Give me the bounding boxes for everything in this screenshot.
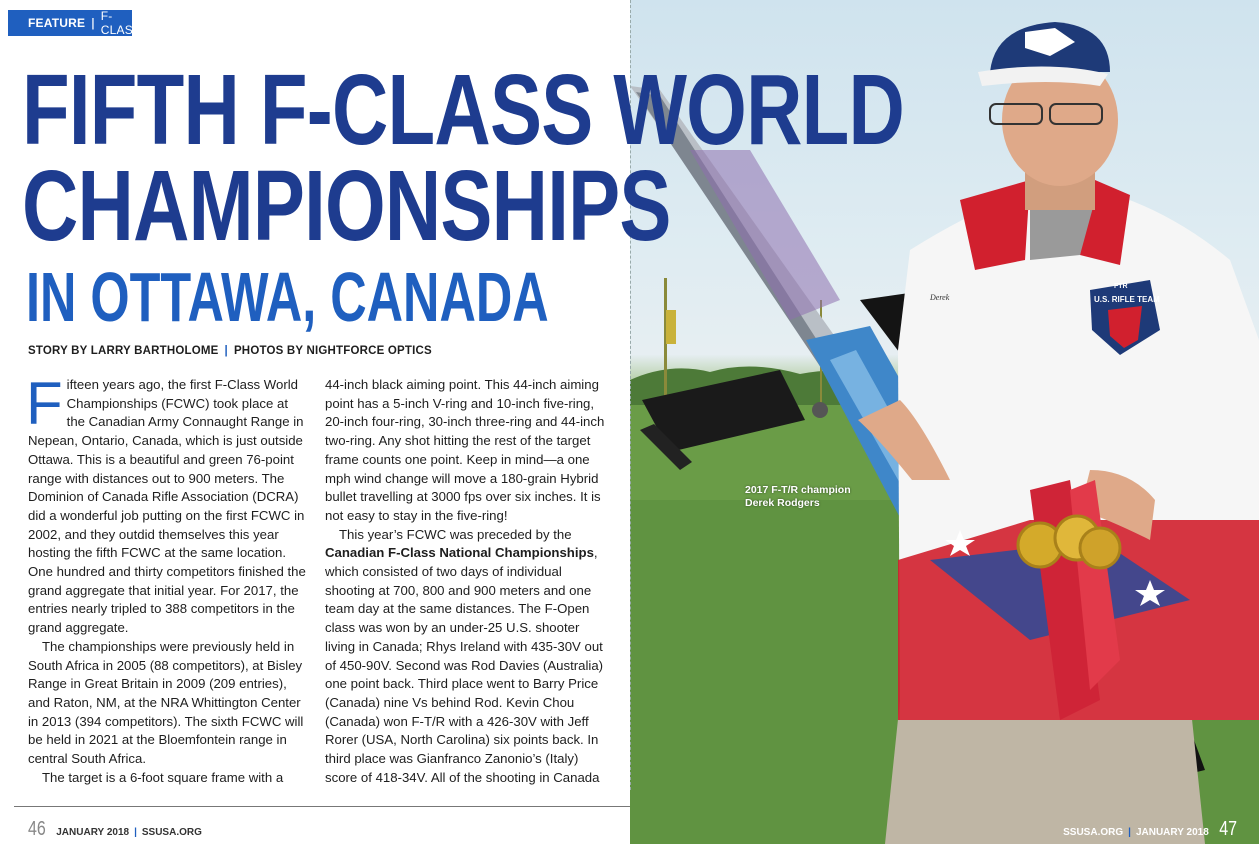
- page-number-right: 47: [1218, 818, 1237, 840]
- paragraph-text: This year’s FCWC was preceded by the: [339, 526, 572, 542]
- headline-line-1: FIFTH F-CLASS WORLD: [22, 54, 905, 166]
- footer-separator: |: [134, 827, 137, 838]
- caption-line-1: 2017 F-T/R champion: [745, 484, 851, 496]
- paragraph-text: , which consisted of two days of individual shooting at 700, 800 and 900 meters and one team day at the same distances. The F-Open class was won by an under-25 U.S. shooter living in Canada; Rhys Ireland with 435-30V out of 450-90V. Second was Rod Davies (Australia) one point back. Third place went to Barry Price (Canada) nine Vs behind Rod. Kevin Chou (Canada) won F-T/R with a 426-30V with Jeff Rorer (USA, North Carolina) six points back. In third place was Gianfranco Zanonio’s (Italy) score of 418-34V. All of the shooting in Canada: [325, 545, 604, 785]
- headline-line-2: CHAMPIONSHIPS: [22, 150, 671, 262]
- drop-cap: F: [26, 370, 63, 437]
- patch-top-text: FTR: [1114, 283, 1128, 290]
- footer-separator: |: [1128, 827, 1131, 838]
- photo-caption: [745, 484, 885, 510]
- byline-story: STORY BY LARRY BARTHOLOME: [28, 345, 219, 357]
- caption-line-2: Derek Rodgers: [745, 497, 820, 509]
- gold-medal-3: [1080, 528, 1120, 568]
- bold-event-name: Canadian F-Class National Championships: [325, 545, 594, 561]
- paragraph: [325, 526, 605, 788]
- paragraph-text: ifteen years ago, the first F-Class World Championships (FCWC) took place at the Canadian Army Connaught Range in Nepean, Ontario, Canada, which is just outside Ottawa. This is a beautiful and green 76-point range with distances out to 900 meters. The Dominion of Canada Rifle Association (DCRA) did a wonderful job putting on the first FCWC in 2002, and they outdid themselves this year hosting the fifth FCWC at the same location. One hundred and thirty competitors finished the grand aggregate that initial year. For 2017, the entries nearly tripled to 388 competitors in the grand aggregate.: [28, 377, 306, 636]
- name-tag: Derek: [930, 293, 950, 302]
- wind-flag: [666, 310, 676, 344]
- section-tag: [8, 9, 142, 37]
- article-column-2: [325, 376, 605, 787]
- footer-right: [1063, 818, 1239, 841]
- subheadline: IN OTTAWA, CANADA: [26, 258, 549, 336]
- byline: [28, 345, 432, 357]
- paragraph: 44-inch black aiming point. This 44-inch aiming point has a 5-inch V-ring and 10-inch five-ring, 20-inch four-ring, 30-inch three-ring and 44-inch two-ring. Any shot hitting the rest of the target frame counts one point. Keep in mind—a one mph wind change will move a 180-grain Hybrid bullet travelling at 3000 fps over six inches. It is not easy to stay in the five-ring!: [325, 377, 605, 523]
- headline: [22, 54, 905, 262]
- byline-separator: |: [224, 345, 228, 357]
- section-tag-primary: FEATURE: [28, 16, 86, 30]
- article-column-1: [26, 370, 308, 787]
- section-tag-separator: |: [91, 16, 95, 30]
- paragraph: [26, 370, 308, 638]
- footer-site-right: SSUSA.ORG: [1063, 827, 1124, 838]
- footer-date-left: JANUARY 2018: [56, 827, 130, 838]
- byline-photos: PHOTOS BY NIGHTFORCE OPTICS: [233, 345, 432, 357]
- footer-left: [28, 818, 202, 841]
- footer-rule: [14, 806, 630, 807]
- paragraph: The championships were previously held in South Africa in 2005 (88 competitors), at Bisley Range in Great Britain in 2009 (209 entries), and Raton, NM, at the NRA Whittington Center in 2013 (394 competitors). The sixth FCWC will be held in 2021 at the Bloemfontein range in central South Africa.: [28, 638, 304, 767]
- section-tag-secondary: F-CLASS: [100, 9, 142, 37]
- patch-text: U.S. RIFLE TEAM: [1094, 295, 1160, 304]
- paragraph: The target is a 6-foot square frame with a: [42, 769, 284, 785]
- page-number-left: 46: [28, 818, 46, 840]
- footer-site-left: SSUSA.ORG: [141, 827, 202, 838]
- footer-date-right: JANUARY 2018: [1135, 827, 1209, 838]
